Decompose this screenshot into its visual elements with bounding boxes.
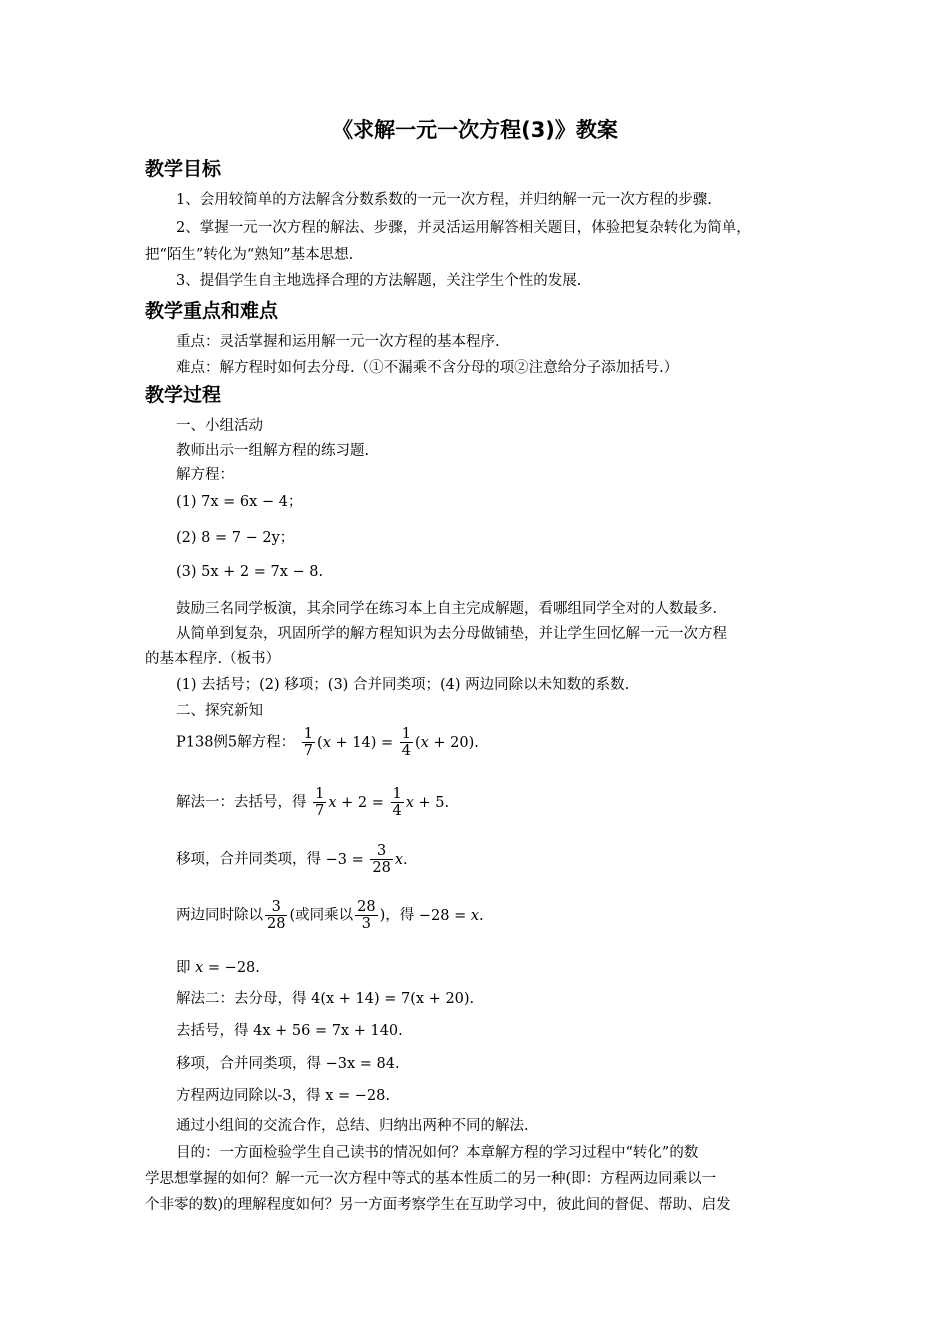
teacher-show-text: 教师出示一组解方程的练习题. <box>176 443 370 459</box>
fraction-three-28: $\frac{3}{28}$ <box>372 843 391 876</box>
divide-label: 两边同时除以 <box>176 907 263 924</box>
section-heading-key-points: 教学重点和难点 <box>145 300 279 322</box>
simple-complex-text: 从简单到复杂，巩固所学的解方程知识为去分母做铺垫，并让学生回忆解一元一次方程 <box>176 626 727 642</box>
purpose-text-3: 个非零的数)的理解程度如何？另一方面考察学生在互助学习中，彼此间的督促、帮助、启发 <box>145 1197 731 1213</box>
move-terms-label: 移项，合并同类项，得 <box>176 851 321 868</box>
goal-item-2: 2、掌握一元一次方程的解法、步骤，并灵活运用解答相关题目，体验把复杂转化为简单， <box>176 220 751 236</box>
example-5-label: P138例5解方程： <box>176 734 296 751</box>
solving-steps: (1) 去括号；(2) 移项；(3) 合并同类项；(4) 两边同除以未知数的系数. <box>176 677 630 693</box>
fraction-one-fourth-b: $\frac{1}{4}$ <box>392 786 402 819</box>
purpose-text: 目的：一方面检验学生自己读书的情况如何？本章解方程的学习过程中“转化”的数 <box>176 1145 699 1161</box>
equation-2-number: (2) <box>176 530 197 546</box>
example-5: P138例5解方程： $\frac{1}{7}$ (x + 14) = $\frac{1}{4}$ (x + 20). <box>176 726 479 759</box>
method-2-label: 解法二：去分母，得 <box>176 991 307 1007</box>
divide-line: 两边同时除以 $\frac{3}{28}$ (或同乘以 $\frac{28}{3}$ )，得 −28 = x. <box>176 899 484 932</box>
equation-3-number: (3) <box>176 564 197 580</box>
or-multiply-text: (或同乘以 <box>289 907 354 924</box>
equation-3-expr: 5x + 2 = 7x − 8. <box>201 564 324 580</box>
method-1-label: 解法一：去括号，得 <box>176 794 307 811</box>
section-heading-process: 教学过程 <box>145 384 222 406</box>
method-2-eq-4: x = −28. <box>325 1088 390 1104</box>
fraction-one-seventh-b: $\frac{1}{7}$ <box>315 786 325 819</box>
divide-both-line <box>176 1084 390 1105</box>
fraction-one-fourth: $\frac{1}{4}$ <box>401 726 411 759</box>
fraction-one-seventh: $\frac{1}{7}$ <box>303 726 314 759</box>
simple-complex-text-cont: 的基本程序.（板书） <box>145 651 281 667</box>
equation-1-expr: 7x = 6x − 4； <box>201 494 303 510</box>
encourage-text: 鼓励三名同学板演，其余同学在练习本上自主完成解题，看哪组同学全对的人数最多. <box>176 601 718 617</box>
section-heading-goals: 教学目标 <box>145 158 222 180</box>
fraction-three-28-b: $\frac{3}{28}$ <box>267 899 286 932</box>
key-point-focus: 重点：灵活掌握和运用解一元一次方程的基本程序. <box>176 334 500 350</box>
result-label: 即 <box>176 960 191 976</box>
equation-1-number: (1) <box>176 494 197 510</box>
comma-get-text: )，得 <box>379 907 415 924</box>
goal-item-3: 3、提倡学生自主地选择合理的方法解题，关注学生个性的发展. <box>176 273 582 289</box>
equation-1 <box>176 490 302 511</box>
result-line: 即 x = −28. <box>176 960 260 976</box>
move-terms-line-2 <box>176 1052 400 1073</box>
move-terms-label-2: 移项，合并同类项，得 <box>176 1056 321 1072</box>
method-2-eq-1: 4(x + 14) = 7(x + 20). <box>311 991 475 1007</box>
equation-2-expr: 8 = 7 − 2y； <box>201 530 295 546</box>
divide-both-label: 方程两边同除以-3，得 <box>176 1088 321 1104</box>
goal-item-2-cont: 把“陌生”转化为“熟知”基本思想. <box>145 247 354 263</box>
method-2-line <box>176 987 474 1008</box>
move-terms-line: 移项，合并同类项，得 −3 = $\frac{3}{28}$ x. <box>176 843 408 876</box>
method-2-eq-2: 4x + 56 = 7x + 140. <box>253 1023 403 1039</box>
remove-bracket-label: 去括号，得 <box>176 1023 249 1039</box>
document-title: 《求解一元一次方程(3)》教案 <box>332 118 618 142</box>
goal-item-1: 1、会用较简单的方法解含分数系数的一元一次方程，并归纳解一元一次方程的步骤. <box>176 192 712 208</box>
equation-3 <box>176 564 323 580</box>
method-2-eq-3: −3x = 84. <box>325 1056 400 1072</box>
group-activity-heading: 一、小组活动 <box>176 418 263 434</box>
summary-text: 通过小组间的交流合作，总结、归纳出两种不同的解法. <box>176 1118 529 1134</box>
solve-label: 解方程： <box>176 467 234 483</box>
method-1-line: 解法一：去括号，得 $\frac{1}{7}$ x + 2 = $\frac{1}{4}$ x + 5. <box>176 786 450 819</box>
purpose-text-2: 学思想掌握的如何？解一元一次方程中等式的基本性质二的另一种(即：方程两边同乘以一 <box>145 1171 717 1187</box>
fraction-28-three: $\frac{28}{3}$ <box>357 899 376 932</box>
explore-heading: 二、探究新知 <box>176 703 263 719</box>
key-point-difficulty: 难点：解方程时如何去分母.（①不漏乘不含分母的项②注意给分子添加括号.） <box>176 360 679 376</box>
equation-2 <box>176 526 294 547</box>
remove-bracket-line <box>176 1019 403 1040</box>
